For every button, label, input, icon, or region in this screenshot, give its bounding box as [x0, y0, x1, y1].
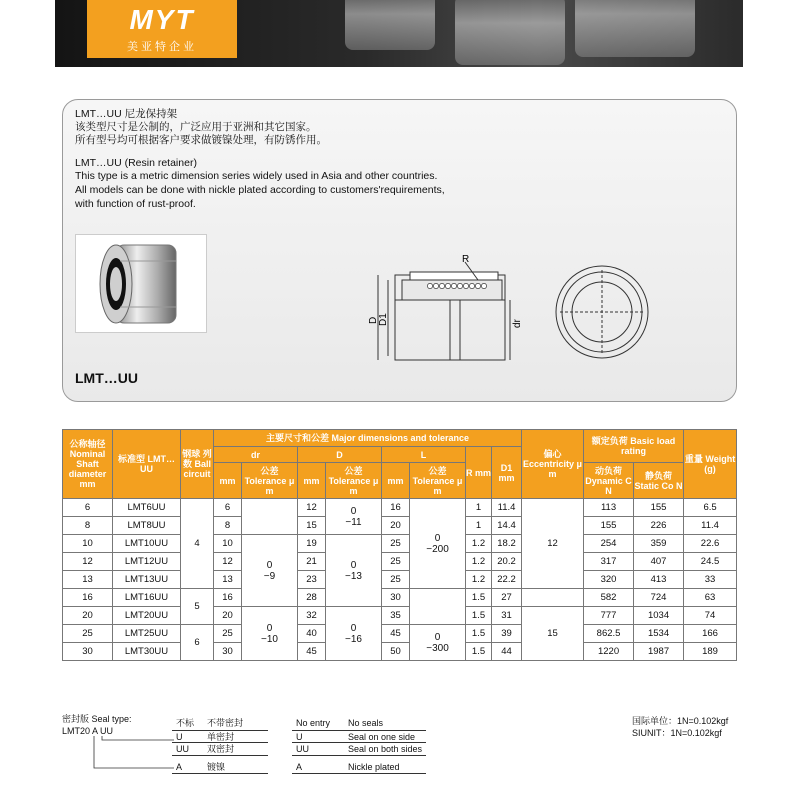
logo-subtitle: 美亚特企业 [127, 41, 197, 53]
seal-desc-cn-2: 单密封 [207, 732, 235, 742]
cell-model: LMT8UU [113, 517, 181, 535]
seal-code-en-1: No entry [296, 718, 331, 728]
cell-d: 40 [298, 625, 326, 643]
label-r: R [462, 254, 470, 265]
seal-example: LMT20 A UU [62, 726, 114, 736]
cell-r: 1 [466, 499, 492, 517]
cell-r: 1.2 [466, 535, 492, 553]
header-weight: 重量 Weight (g) [684, 430, 737, 499]
header-d: D [298, 447, 382, 463]
unit-note-1: 国际单位：1N=0.102kgf [632, 716, 729, 726]
cell-weight: 11.4 [684, 517, 737, 535]
seal-code-cn-1: 不标 [176, 718, 195, 728]
description-en-3: with function of rust-proof. [75, 198, 196, 210]
seal-desc-cn-1: 不带密封 [207, 718, 244, 728]
cell-eccentricity: 15 [522, 607, 584, 661]
cell-l: 25 [382, 553, 410, 571]
table-row [63, 571, 737, 589]
divider [292, 755, 426, 756]
cell-dynamic: 777 [584, 607, 634, 625]
cell-static: 724 [634, 589, 684, 607]
seal-desc-en-4: Nickle plated [348, 762, 400, 772]
cell-d1: 11.4 [492, 499, 522, 517]
cell-dynamic: 1220 [584, 643, 634, 661]
table-row [63, 535, 737, 553]
technical-drawing [360, 250, 650, 370]
header-l-tolerance: 公差 Tolerance μ m [410, 463, 466, 499]
cell-d: 28 [298, 589, 326, 607]
cell-weight: 74 [684, 607, 737, 625]
table-row [63, 643, 737, 661]
cell-d: 23 [298, 571, 326, 589]
cell-static: 1534 [634, 625, 684, 643]
cell-dynamic: 254 [584, 535, 634, 553]
header-ball-circuit: 钢球 列数 Ball circuit [181, 430, 214, 499]
seal-code-en-2: U [296, 732, 303, 742]
divider [172, 755, 268, 756]
cell-d1: 14.4 [492, 517, 522, 535]
cell-weight: 6.5 [684, 499, 737, 517]
seal-code-cn-2: U [176, 732, 183, 742]
cell-l-tolerance: 0 −200 [410, 499, 466, 589]
header-static: 静负荷 Static Co N [634, 463, 684, 499]
cell-l: 30 [382, 589, 410, 607]
cell-r: 1.5 [466, 643, 492, 661]
cell-l: 20 [382, 517, 410, 535]
header-dynamic: 动负荷 Dynamic C N [584, 463, 634, 499]
seal-code-cn-3: UU [176, 744, 189, 754]
cell-weight: 22.6 [684, 535, 737, 553]
header-basic-load: 额定负荷 Basic load rating [584, 430, 684, 463]
cell-r: 1.5 [466, 589, 492, 607]
cell-model: LMT25UU [113, 625, 181, 643]
cell-dr: 8 [214, 517, 242, 535]
label-d: D [368, 316, 379, 324]
cell-dr: 10 [214, 535, 242, 553]
cell-r: 1.5 [466, 607, 492, 625]
cell-dynamic: 582 [584, 589, 634, 607]
spec-table [62, 429, 737, 661]
cell-l: 35 [382, 607, 410, 625]
cell-d-tolerance: 0 −16 [326, 607, 382, 661]
cell-shaft: 6 [63, 499, 113, 517]
seal-type-label: 密封版 Seal type: [62, 714, 132, 724]
header-d1: D1 mm [492, 447, 522, 499]
cell-l: 50 [382, 643, 410, 661]
cell-model: LMT12UU [113, 553, 181, 571]
cell-weight: 189 [684, 643, 737, 661]
bearing-decoration [575, 0, 695, 57]
divider [292, 773, 426, 774]
cell-ball-circuit: 4 [181, 499, 214, 589]
cell-dr: 16 [214, 589, 242, 607]
cell-l: 25 [382, 535, 410, 553]
cell-model: LMT13UU [113, 571, 181, 589]
cell-dr: 6 [214, 499, 242, 517]
header-eccentricity: 偏心 Eccentricity μ m [522, 430, 584, 499]
logo [87, 0, 237, 58]
product-photo [75, 234, 207, 333]
cell-model: LMT10UU [113, 535, 181, 553]
description-en-2: All models can be done with nickle plated according to customers'requirements, [75, 184, 445, 196]
cell-d: 21 [298, 553, 326, 571]
header-major-dimensions: 主要尺寸和公差 Major dimensions and tolerance [214, 430, 522, 447]
seal-desc-en-2: Seal on one side [348, 732, 416, 742]
label-d1: D1 [378, 313, 389, 326]
cell-l-tolerance [410, 589, 466, 625]
header-banner [55, 0, 743, 67]
table-row [63, 499, 737, 517]
logo-text: MYT [129, 4, 195, 35]
cell-r: 1.2 [466, 553, 492, 571]
title-en: LMT…UU (Resin retainer) [75, 157, 197, 169]
header-r: R mm [466, 447, 492, 499]
cell-weight: 33 [684, 571, 737, 589]
cell-d1: 44 [492, 643, 522, 661]
cell-l: 45 [382, 625, 410, 643]
cell-r: 1.2 [466, 571, 492, 589]
header-dr-tolerance: 公差 Tolerance μ m [242, 463, 298, 499]
cell-eccentricity: 12 [522, 499, 584, 589]
bearing-decoration [455, 0, 565, 65]
divider [172, 773, 268, 774]
cell-weight: 24.5 [684, 553, 737, 571]
cell-d: 45 [298, 643, 326, 661]
cell-dynamic: 320 [584, 571, 634, 589]
cell-model: LMT20UU [113, 607, 181, 625]
cell-shaft: 8 [63, 517, 113, 535]
cell-weight: 63 [684, 589, 737, 607]
cell-model: LMT30UU [113, 643, 181, 661]
cell-l: 25 [382, 571, 410, 589]
seal-code-en-4: A [296, 762, 303, 772]
cell-dr: 13 [214, 571, 242, 589]
cell-d1: 31 [492, 607, 522, 625]
cell-shaft: 16 [63, 589, 113, 607]
cell-r: 1.5 [466, 625, 492, 643]
cell-d1: 27 [492, 589, 522, 607]
cell-shaft: 13 [63, 571, 113, 589]
divider [172, 742, 268, 743]
table-row [63, 589, 737, 607]
seal-desc-cn-4: 镀镍 [207, 762, 226, 772]
cell-d-tolerance: 0 −13 [326, 535, 382, 607]
cell-shaft: 20 [63, 607, 113, 625]
cell-dr-tolerance: 0 −10 [242, 607, 298, 661]
cell-shaft: 10 [63, 535, 113, 553]
cell-dynamic: 155 [584, 517, 634, 535]
cell-static: 413 [634, 571, 684, 589]
header-model: 标准型 LMT…UU [113, 430, 181, 499]
cell-ball-circuit: 5 [181, 589, 214, 625]
seal-desc-en-3: Seal on both sides [348, 744, 423, 754]
table-row [63, 607, 737, 625]
cell-model: LMT16UU [113, 589, 181, 607]
unit-note-2: SIUNIT：1N=0.102kgf [632, 728, 722, 738]
product-name: LMT…UU [75, 370, 138, 386]
cell-dr: 30 [214, 643, 242, 661]
description-cn-2: 所有型号均可根据客户要求做镀镍处理，有防锈作用。 [75, 134, 327, 146]
table-row [63, 517, 737, 535]
cell-dr: 25 [214, 625, 242, 643]
header-shaft-diameter: 公称轴径 Nominal Shaft diameter mm [63, 430, 113, 499]
cell-model: LMT6UU [113, 499, 181, 517]
cell-l-tolerance: 0 −300 [410, 625, 466, 661]
header-l: L [382, 447, 466, 463]
table-row [63, 553, 737, 571]
header-d-mm: mm [298, 463, 326, 499]
cell-static: 1987 [634, 643, 684, 661]
cell-static: 155 [634, 499, 684, 517]
cell-shaft: 25 [63, 625, 113, 643]
divider [172, 730, 268, 731]
divider [292, 742, 426, 743]
cell-static: 359 [634, 535, 684, 553]
divider [292, 730, 426, 731]
header-dr-mm: mm [214, 463, 242, 499]
cell-ball-circuit: 6 [181, 625, 214, 661]
cell-shaft: 30 [63, 643, 113, 661]
cell-dynamic: 113 [584, 499, 634, 517]
description-cn-1: 该类型尺寸是公制的，广泛应用于亚洲和其它国家。 [75, 121, 317, 133]
cell-d1: 18.2 [492, 535, 522, 553]
cell-static: 1034 [634, 607, 684, 625]
cell-d-tolerance: 0 −11 [326, 499, 382, 535]
cell-d: 32 [298, 607, 326, 625]
header-dr: dr [214, 447, 298, 463]
cell-l: 16 [382, 499, 410, 517]
cell-dynamic: 862.5 [584, 625, 634, 643]
cell-d1: 20.2 [492, 553, 522, 571]
seal-code-cn-4: A [176, 762, 183, 772]
seal-desc-en-1: No seals [348, 718, 384, 728]
cell-dr-tolerance: 0 −9 [242, 535, 298, 607]
header-d-tolerance: 公差 Tolerance μ m [326, 463, 382, 499]
cell-d: 19 [298, 535, 326, 553]
cell-r: 1 [466, 517, 492, 535]
cell-eccentricity [522, 589, 584, 607]
label-dr: dr [512, 319, 523, 328]
cell-weight: 166 [684, 625, 737, 643]
description-en-1: This type is a metric dimension series widely used in Asia and other countries. [75, 170, 438, 182]
cell-static: 226 [634, 517, 684, 535]
cell-d1: 39 [492, 625, 522, 643]
bearing-decoration [345, 0, 435, 50]
cell-static: 407 [634, 553, 684, 571]
table-row [63, 625, 737, 643]
cell-d: 15 [298, 517, 326, 535]
cell-d1: 22.2 [492, 571, 522, 589]
cell-dr-tolerance [242, 499, 298, 535]
cell-shaft: 12 [63, 553, 113, 571]
seal-desc-cn-3: 双密封 [207, 744, 235, 754]
title-cn: LMT…UU 尼龙保持架 [75, 108, 178, 120]
cell-d: 12 [298, 499, 326, 517]
seal-code-en-3: UU [296, 744, 309, 754]
cell-dynamic: 317 [584, 553, 634, 571]
cell-dr: 20 [214, 607, 242, 625]
header-l-mm: mm [382, 463, 410, 499]
cell-dr: 12 [214, 553, 242, 571]
